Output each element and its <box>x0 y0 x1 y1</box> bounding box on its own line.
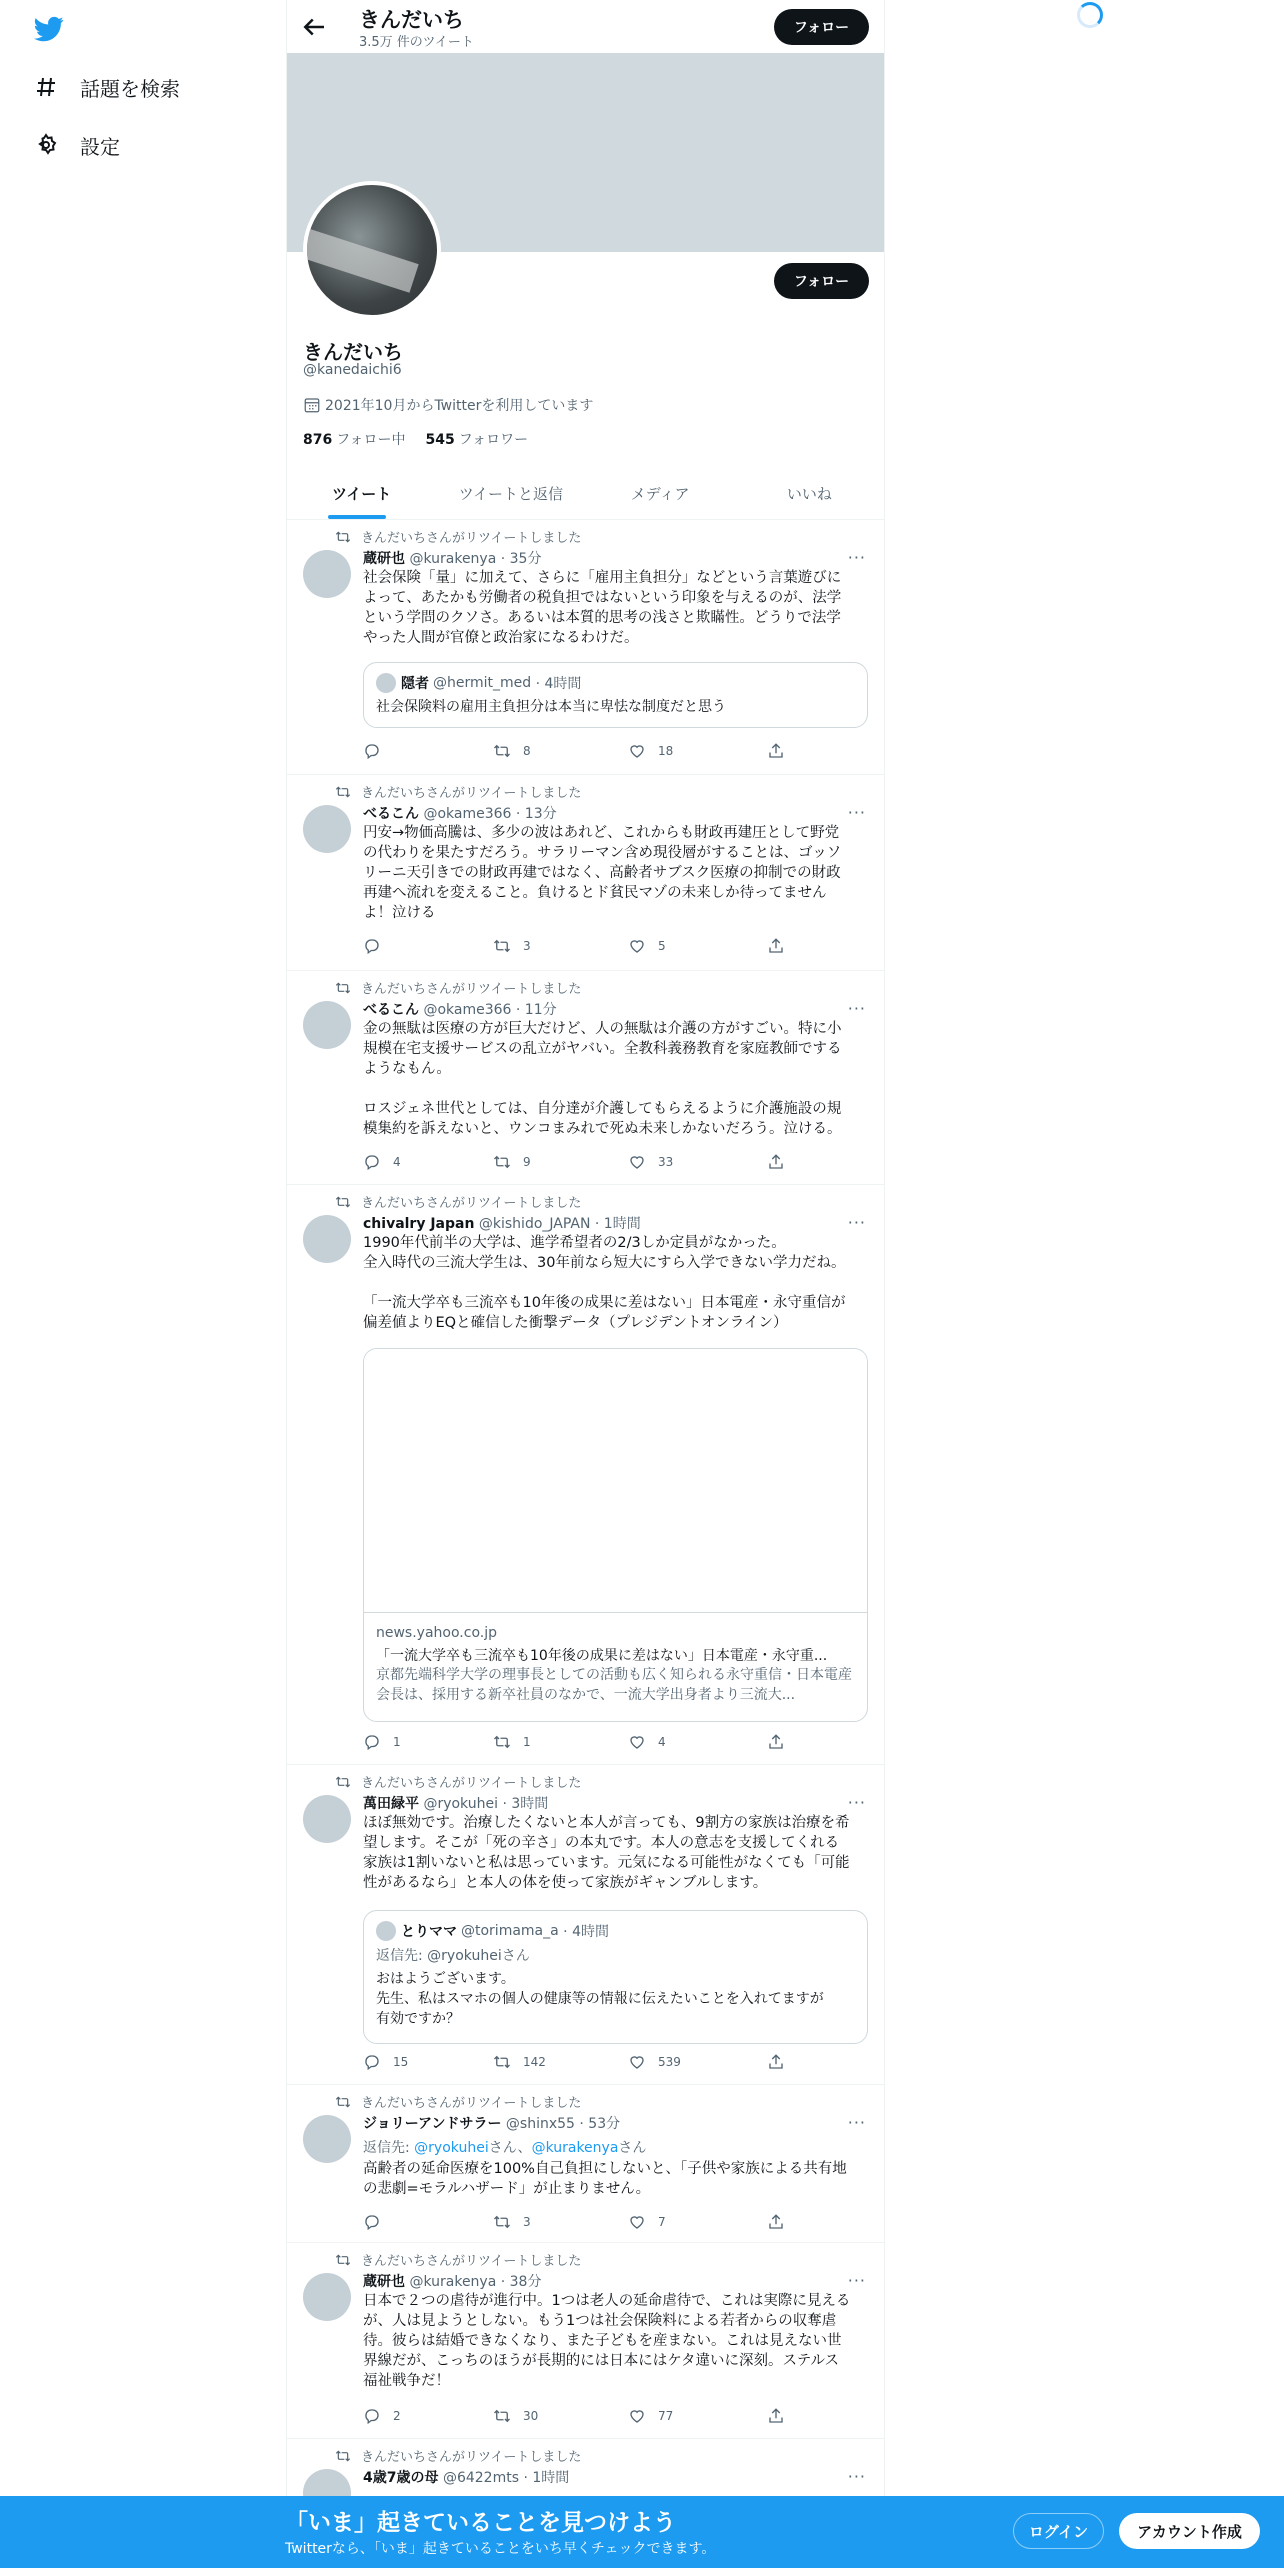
retweet-button[interactable] <box>493 1153 531 1171</box>
followers-count: 545 <box>425 432 455 448</box>
main-column <box>286 0 885 2568</box>
more-icon[interactable]: ··· <box>847 999 866 1018</box>
tweet[interactable] <box>287 1765 884 2085</box>
reply-icon <box>363 937 381 955</box>
reply-button[interactable] <box>363 937 393 955</box>
tweet-actions <box>363 742 803 762</box>
author-handle[interactable]: @kishido_JAPAN <box>478 1216 591 1232</box>
retweet-icon <box>493 1733 511 1751</box>
author-name[interactable]: ジョリーアンドサラー <box>363 2116 502 2132</box>
joined-text: 2021年10月からTwitterを利用しています <box>325 398 594 414</box>
quote-author-name: 隠者 <box>401 676 429 692</box>
link-card[interactable] <box>363 1348 868 1722</box>
tweet-time[interactable]: · 35分 <box>500 551 542 567</box>
quote-reply-to <box>376 1945 530 1965</box>
nav-settings-label: 設定 <box>80 134 120 159</box>
share-icon <box>767 937 785 955</box>
like-count: 33 <box>658 1155 674 1169</box>
header-follow-button[interactable]: フォロー <box>774 9 869 45</box>
profile-joined <box>303 395 593 415</box>
quote-text: 社会保険料の雇用主負担分は本当に卑怯な制度だと思う <box>376 699 726 715</box>
tab-tweets-replies[interactable]: ツイートと返信 <box>458 485 563 503</box>
reply-icon <box>363 742 381 760</box>
gear-icon <box>34 133 58 157</box>
reply-to-handle: @ryokuhei <box>427 1948 502 1964</box>
followers-link[interactable] <box>426 429 529 449</box>
author-handle[interactable]: @shinx55 <box>505 2116 575 2132</box>
share-icon <box>767 1153 785 1171</box>
retweet-notice <box>335 2446 581 2465</box>
reply-to-suffix: さん <box>501 1948 530 1964</box>
retweet-notice <box>335 978 581 997</box>
retweet-button[interactable] <box>493 2407 538 2425</box>
tweet-text: 金の無駄は医療の方が巨大だけど、人の無駄は介護の方がすごい。特に小 規模在宅支援サービスの乱立がヤバい。全教科義務教育を家庭教師でする ようなもん。 ロスジェネ世代としては、自分達が介護してもらえるように介護施設の規 模集約を訴えないと、ウンコまみれで死ぬ未来しかないだろう。泣ける。 <box>363 1021 842 1137</box>
author-name[interactable]: chivalry Japan <box>363 1216 475 1232</box>
profile-avatar[interactable] <box>303 181 441 319</box>
quote-time: · 4時間 <box>535 676 582 692</box>
heart-icon <box>628 1733 646 1751</box>
like-button[interactable] <box>628 1153 673 1171</box>
author-name[interactable]: べるこん <box>363 1002 419 1018</box>
heart-icon <box>628 2053 646 2071</box>
calendar-icon <box>303 396 321 414</box>
retweet-button[interactable] <box>493 937 531 955</box>
retweet-notice-text: きんだいちさんがリツイートしました <box>361 786 582 801</box>
login-button[interactable]: ログイン <box>1013 2513 1104 2549</box>
avatar[interactable] <box>303 805 351 853</box>
tweet-time[interactable]: · 1時間 <box>594 1216 641 1232</box>
link-card-domain: news.yahoo.co.jp <box>376 1625 497 1641</box>
author-name[interactable]: 蔵研也 <box>363 2274 405 2290</box>
like-count: 7 <box>658 2215 666 2229</box>
like-button[interactable] <box>628 2213 666 2231</box>
retweet-notice-text: きんだいちさんがリツイートしました <box>361 531 582 546</box>
tab-likes[interactable]: いいね <box>786 485 832 503</box>
header-title: きんだいち <box>359 8 464 32</box>
retweet-notice-text: きんだいちさんがリツイートしました <box>361 1196 582 1211</box>
reply-icon <box>363 2213 381 2231</box>
signup-banner-subtitle: Twitterなら、「いま」起きていることをいち早くチェックできます。 <box>285 2541 716 2557</box>
tweet-header <box>363 2113 620 2133</box>
author-name[interactable]: べるこん <box>363 806 419 822</box>
heart-icon <box>628 742 646 760</box>
tweet-text: ほぼ無効です。治療したくないと本人が言っても、9割方の家族は治療を希 望します。そこが「死の辛さ」の本丸です。本人の意志を支援してくれる 家族は1割いないと私は思っています。元気になる可能性がなくても「可能 性があるなら」と本人の体を使って家族がギャンブルします。 <box>363 1815 850 1891</box>
tweet-header <box>363 1793 548 1813</box>
share-button[interactable] <box>767 742 797 760</box>
like-count: 539 <box>658 2055 681 2069</box>
reply-to-suffix: さん <box>618 2140 647 2156</box>
signup-banner-title: 「いま」起きていることを見つけよう <box>285 2510 676 2536</box>
following-label: フォロー中 <box>336 432 406 448</box>
tweet-time[interactable]: · 1時間 <box>523 2470 570 2486</box>
like-button[interactable] <box>628 1733 666 1751</box>
avatar[interactable] <box>303 1795 351 1843</box>
retweet-count: 30 <box>523 2409 539 2423</box>
like-button[interactable] <box>628 742 673 760</box>
quoted-tweet[interactable] <box>363 662 868 728</box>
share-button[interactable] <box>767 1153 797 1171</box>
more-icon[interactable]: ··· <box>847 2271 866 2290</box>
like-button[interactable] <box>628 2053 681 2071</box>
author-name[interactable]: 萬田緑平 <box>363 1796 419 1812</box>
twitter-logo-icon[interactable] <box>34 14 64 44</box>
author-handle[interactable]: @okame366 <box>423 1002 512 1018</box>
header-tweet-count: 3.5万 件のツイート <box>359 35 474 50</box>
tweet[interactable] <box>287 2085 884 2243</box>
tab-media[interactable]: メディア <box>630 485 690 503</box>
tweet-time[interactable]: · 53分 <box>579 2116 621 2132</box>
like-count: 77 <box>658 2409 674 2423</box>
share-icon <box>767 742 785 760</box>
retweet-icon <box>335 1194 351 1210</box>
heart-icon <box>628 2407 646 2425</box>
avatar <box>376 1921 396 1941</box>
signup-banner <box>0 2496 1284 2568</box>
nav-explore-label: 話題を検索 <box>80 76 180 101</box>
share-button[interactable] <box>767 2407 797 2425</box>
share-icon <box>767 1733 785 1751</box>
nav-settings[interactable] <box>34 125 120 165</box>
tweet-time[interactable]: · 11分 <box>515 1002 557 1018</box>
author-handle[interactable]: @6422mts <box>442 2470 519 2486</box>
retweet-count: 3 <box>523 939 531 953</box>
more-icon[interactable]: ··· <box>847 2467 866 2486</box>
retweet-icon <box>493 2053 511 2071</box>
tweet-header <box>363 548 541 568</box>
quote-header <box>376 1921 609 1941</box>
retweet-icon <box>335 1774 351 1790</box>
hashtag-icon <box>34 75 58 99</box>
share-button[interactable] <box>767 1733 797 1751</box>
quote-author-handle: @torimama_a <box>461 1923 559 1939</box>
share-button[interactable] <box>767 2213 797 2231</box>
retweet-icon <box>335 2094 351 2110</box>
retweet-icon <box>335 529 351 545</box>
reply-to-prefix: 返信先: <box>363 2140 415 2156</box>
heart-icon <box>628 2213 646 2231</box>
avatar[interactable] <box>303 1215 351 1263</box>
tweet-header <box>363 2271 541 2291</box>
retweet-notice <box>335 2092 581 2111</box>
profile-follow-button[interactable]: フォロー <box>774 263 869 299</box>
author-handle[interactable]: @okame366 <box>423 806 512 822</box>
tweet-actions <box>363 2407 803 2427</box>
profile-handle: @kanedaichi6 <box>303 362 402 378</box>
avatar <box>376 673 396 693</box>
tweet[interactable] <box>287 2243 884 2439</box>
quoted-tweet[interactable] <box>363 1910 868 2044</box>
tweet-time[interactable]: · 3時間 <box>502 1796 549 1812</box>
retweet-count: 1 <box>523 1735 531 1749</box>
retweet-notice <box>335 527 581 546</box>
tweet[interactable] <box>287 775 884 971</box>
tweet-header <box>363 2467 569 2487</box>
avatar[interactable] <box>303 1001 351 1049</box>
author-name[interactable]: 4歳7歳の母 <box>363 2470 439 2486</box>
retweet-button[interactable] <box>493 1733 531 1751</box>
like-count: 18 <box>658 744 674 758</box>
author-handle[interactable]: @ryokuhei <box>423 1796 498 1812</box>
following-link[interactable] <box>303 429 406 449</box>
like-button[interactable] <box>628 2407 673 2425</box>
profile-counts <box>303 429 548 449</box>
retweet-icon <box>493 1153 511 1171</box>
reply-button[interactable] <box>363 742 393 760</box>
tweet[interactable] <box>287 520 884 775</box>
tweet[interactable] <box>287 971 884 1185</box>
author-handle[interactable]: @kurakenya <box>409 551 497 567</box>
more-icon[interactable]: ··· <box>847 548 866 567</box>
more-icon[interactable]: ··· <box>847 1793 866 1812</box>
tweet-header <box>363 803 557 823</box>
tab-tweets[interactable]: ツイート <box>287 468 436 519</box>
quote-time: · 4時間 <box>563 1924 609 1940</box>
retweet-count: 8 <box>523 744 531 758</box>
tweet-actions <box>363 1153 803 1173</box>
tweet-text: 1990年代前半の大学は、進学希望者の2/3しか定員がなかった。 全入時代の三流大学生は、30年前なら短大にすら入学できない学力だね。 「一流大学卒も三流卒も10年後の成果に差はない」日本電産・永守重信が 偏差値よりEQと確信した衝撃データ（プレジデントオンライン） <box>363 1235 846 1331</box>
tweet-text: 社会保険「量」に加えて、さらに「雇用主負担分」などという言葉遊びに よって、あたかも労働者の税負担ではないという印象を与えるのが、法学 という学問のクソさ。あるいは本質的思考の浅さと欺瞞性。どうりで法学 やった人間が官僚と政治家になるわけだ。 <box>363 570 842 646</box>
reply-icon <box>363 2053 381 2071</box>
like-count: 4 <box>658 1735 666 1749</box>
profile-tabs <box>287 468 884 520</box>
author-name[interactable]: 蔵研也 <box>363 551 405 567</box>
link-card-image <box>364 1349 867 1613</box>
reply-to-line <box>363 2137 646 2157</box>
reply-count: 4 <box>393 1155 401 1169</box>
retweet-notice-text: きんだいちさんがリツイートしました <box>361 2096 582 2111</box>
tweet-actions <box>363 2213 803 2233</box>
quote-header <box>376 673 581 693</box>
share-icon <box>767 2407 785 2425</box>
retweet-count: 9 <box>523 1155 531 1169</box>
quote-author-handle: @hermit_med <box>433 675 532 691</box>
followers-label: フォロワー <box>458 432 529 448</box>
author-handle[interactable]: @kurakenya <box>409 2274 497 2290</box>
retweet-notice <box>335 2250 581 2269</box>
reply-to-handle[interactable]: @kurakenya <box>531 2140 619 2156</box>
tweet-time[interactable]: · 38分 <box>500 2274 542 2290</box>
reply-icon <box>363 1153 381 1171</box>
retweet-notice <box>335 1192 581 1211</box>
left-nav <box>0 0 286 2568</box>
tweet-actions <box>363 937 803 957</box>
reply-to-handle[interactable]: @ryokuhei <box>414 2140 489 2156</box>
quote-author-name: とりママ <box>401 1924 457 1940</box>
retweet-icon <box>335 980 351 996</box>
retweet-notice-text: きんだいちさんがリツイートしました <box>361 982 582 997</box>
tweet-actions <box>363 2053 803 2073</box>
tweet-text: 日本で２つの虐待が進行中。1つは老人の延命虐待で、これは実際に見える が、人は見ようとしない。もう1つは社会保険料による若者からの収奪虐 待。彼らは結婚できなくなり、また子どもを産まない。これは見えない世 界線だが、こっちのほうが長期的には日本にはケタ違いに深刻。ステルス 福祉戦争だ！ <box>363 2293 851 2389</box>
nav-explore[interactable] <box>34 67 180 107</box>
avatar[interactable] <box>303 2115 351 2163</box>
share-button[interactable] <box>767 2053 797 2071</box>
tweet[interactable] <box>287 1185 884 1765</box>
retweet-icon <box>335 2252 351 2268</box>
back-arrow-icon[interactable] <box>299 12 329 42</box>
retweet-icon <box>335 784 351 800</box>
reply-button[interactable] <box>363 1153 401 1171</box>
retweet-icon <box>335 2448 351 2464</box>
heart-icon <box>628 1153 646 1171</box>
like-button[interactable] <box>628 937 666 955</box>
profile-header-bar <box>287 0 884 53</box>
link-card-title: 「一流大学卒も三流卒も10年後の成果に差はない」日本電産・永守重... <box>376 1648 828 1664</box>
avatar[interactable] <box>303 2273 351 2321</box>
signup-button[interactable]: アカウント作成 <box>1119 2513 1260 2549</box>
retweet-notice <box>335 1772 581 1791</box>
reply-to-prefix: 返信先: <box>376 1948 428 1964</box>
like-count: 5 <box>658 939 666 953</box>
retweet-count: 3 <box>523 2215 531 2229</box>
retweet-notice-text: きんだいちさんがリツイートしました <box>361 2254 582 2269</box>
retweet-count: 142 <box>523 2055 546 2069</box>
share-icon <box>767 2053 785 2071</box>
retweet-icon <box>493 937 511 955</box>
reply-button[interactable] <box>363 2407 401 2425</box>
reply-count: 2 <box>393 2409 401 2423</box>
following-count: 876 <box>303 432 333 448</box>
loading-spinner-icon <box>1077 2 1103 28</box>
retweet-notice-text: きんだいちさんがリツイートしました <box>361 2450 582 2465</box>
tweet-actions <box>363 1733 803 1753</box>
reply-count: 1 <box>393 1735 401 1749</box>
reply-count: 15 <box>393 2055 409 2069</box>
reply-button[interactable] <box>363 1733 401 1751</box>
retweet-button[interactable] <box>493 2213 531 2231</box>
retweet-notice <box>335 782 581 801</box>
retweet-notice-text: きんだいちさんがリツイートしました <box>361 1776 582 1791</box>
tweet-header <box>363 999 557 1019</box>
reply-button[interactable] <box>363 2053 408 2071</box>
more-icon[interactable]: ··· <box>847 1213 866 1232</box>
share-icon <box>767 2213 785 2231</box>
share-button[interactable] <box>767 937 797 955</box>
reply-icon <box>363 2407 381 2425</box>
tweet-text: 円安→物価高騰は、多少の波はあれど、これからも財政再建圧として野党 の代わりを果たすだろう。サラリーマン含め現役層がすることは、ゴッソ リーニ天引きでの財政再建ではなく、高齢者サブスク医療の抑制での財政 再建へ流れを変えること。負けるとド貧民マゾの未来しか待ってません よ！泣ける <box>363 825 842 921</box>
tweet-time[interactable]: · 13分 <box>515 806 557 822</box>
link-card-description: 京都先端科学大学の理事長としての活動も広く知られる永守重信・日本電産会長は、採用する新卒社員のなかで、一流大学出身者より三流大... <box>376 1667 852 1703</box>
retweet-icon <box>493 2213 511 2231</box>
reply-icon <box>363 1733 381 1751</box>
quote-text: おはようございます。 先生、私はスマホの個人の健康等の情報に伝えたいことを入れてますが 有効ですか？ <box>376 1971 824 2027</box>
more-icon[interactable]: ··· <box>847 803 866 822</box>
avatar[interactable] <box>303 550 351 598</box>
tweet-text: 高齢者の延命医療を100%自己負担にしないと、「子供や家族による共有地 の悲劇=モラルハザード」が止まりません。 <box>363 2161 847 2197</box>
retweet-button[interactable] <box>493 742 531 760</box>
retweet-icon <box>493 742 511 760</box>
heart-icon <box>628 937 646 955</box>
reply-to-separator: さん、 <box>488 2140 532 2156</box>
reply-button[interactable] <box>363 2213 393 2231</box>
retweet-button[interactable] <box>493 2053 546 2071</box>
more-icon[interactable]: ··· <box>847 2113 866 2132</box>
retweet-icon <box>493 2407 511 2425</box>
profile-name: きんだいち <box>303 340 403 364</box>
tweet-header <box>363 1213 641 1233</box>
